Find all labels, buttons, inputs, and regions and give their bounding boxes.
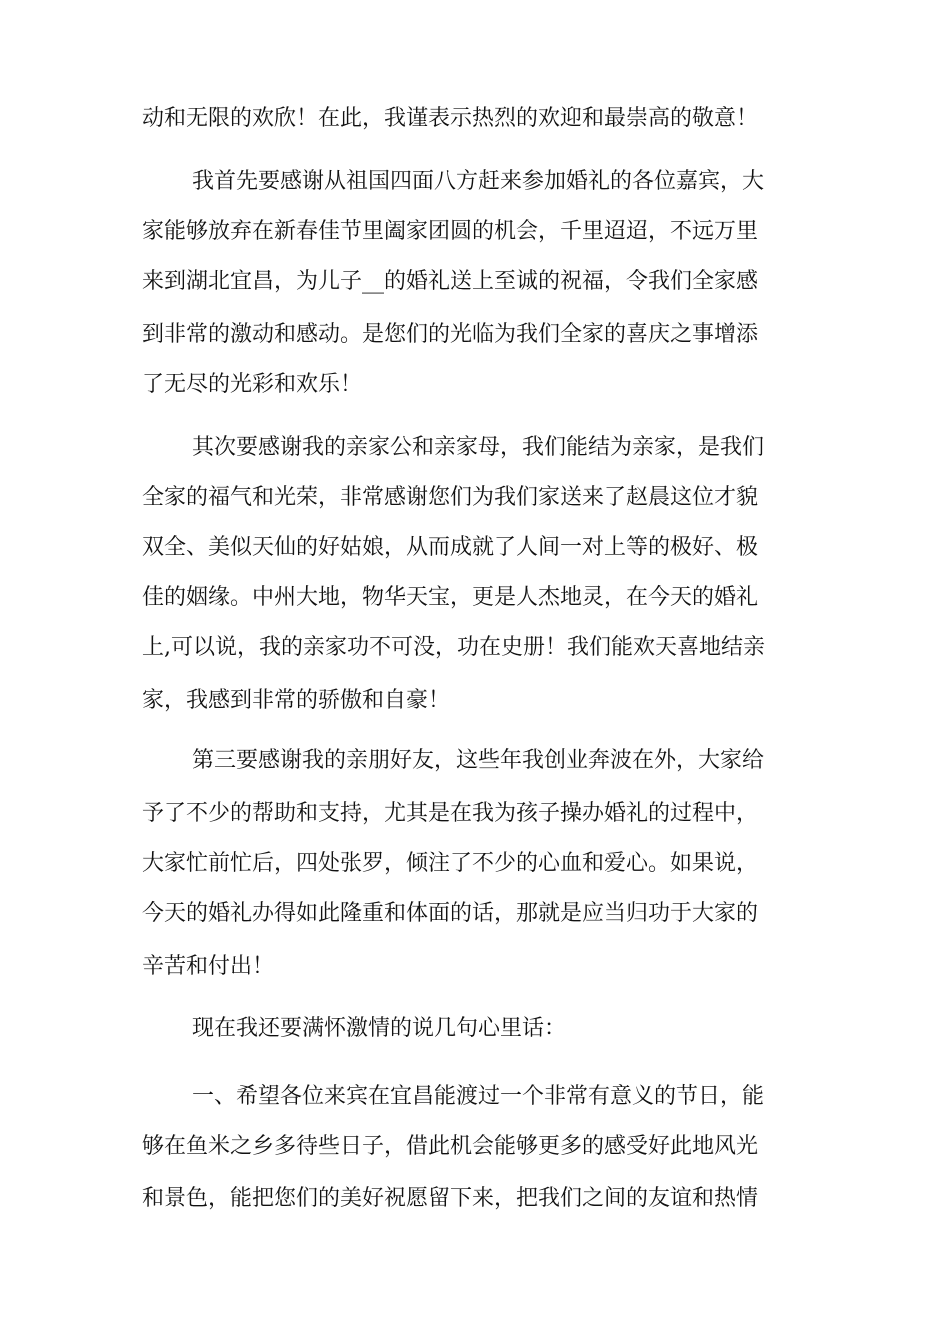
text-line: 和景色，能把您们的美好祝愿留下来，把我们之间的友谊和热情: [142, 1186, 759, 1211]
text-line: 来到湖北宜昌，为儿子__的婚礼送上至诚的祝福，令我们全家感: [142, 269, 759, 294]
paragraph-first-line: 其次要感谢我的亲家公和亲家母，我们能结为亲家，是我们: [192, 435, 765, 460]
paragraph-first-line: 一、希望各位来宾在宜昌能渡过一个非常有意义的节日，能: [192, 1084, 765, 1109]
text-line: 今天的婚礼办得如此隆重和体面的话，那就是应当归功于大家的: [142, 901, 759, 926]
text-line: 佳的姻缘。中州大地，物华天宝，更是人杰地灵，在今天的婚礼: [142, 585, 759, 610]
text-line: 家，我感到非常的骄傲和自豪！: [142, 688, 451, 713]
text-line: 够在鱼米之乡多待些日子，借此机会能够更多的感受好此地风光: [142, 1134, 759, 1159]
text-line: 全家的福气和光荣，非常感谢您们为我们家送来了赵晨这位才貌: [142, 485, 759, 510]
paragraph-first-line: 我首先要感谢从祖国四面八方赶来参加婚礼的各位嘉宾，大: [192, 169, 765, 194]
text-line: 大家忙前忙后，四处张罗，倾注了不少的心血和爱心。如果说，: [142, 851, 759, 876]
text-line: 动和无限的欢欣！在此，我谨表示热烈的欢迎和最崇高的敬意！: [142, 106, 759, 131]
text-line: 予了不少的帮助和支持，尤其是在我为孩子操办婚礼的过程中，: [142, 801, 759, 826]
text-line: 家能够放弃在新春佳节里阖家团圆的机会，千里迢迢，不远万里: [142, 219, 759, 244]
text-line: 辛苦和付出！: [142, 954, 275, 979]
paragraph-first-line: 第三要感谢我的亲朋好友，这些年我创业奔波在外，大家给: [192, 748, 765, 773]
text-line: 上,可以说，我的亲家功不可没，功在史册！我们能欢天喜地结亲: [142, 635, 765, 660]
text-line: 了无尽的光彩和欢乐！: [142, 372, 363, 397]
text-line: 到非常的激动和感动。是您们的光临为我们全家的喜庆之事增添: [142, 322, 759, 347]
text-line: 双全、美似天仙的好姑娘，从而成就了人间一对上等的极好、极: [142, 535, 759, 560]
paragraph-first-line: 现在我还要满怀激情的说几句心里话：: [192, 1016, 567, 1041]
